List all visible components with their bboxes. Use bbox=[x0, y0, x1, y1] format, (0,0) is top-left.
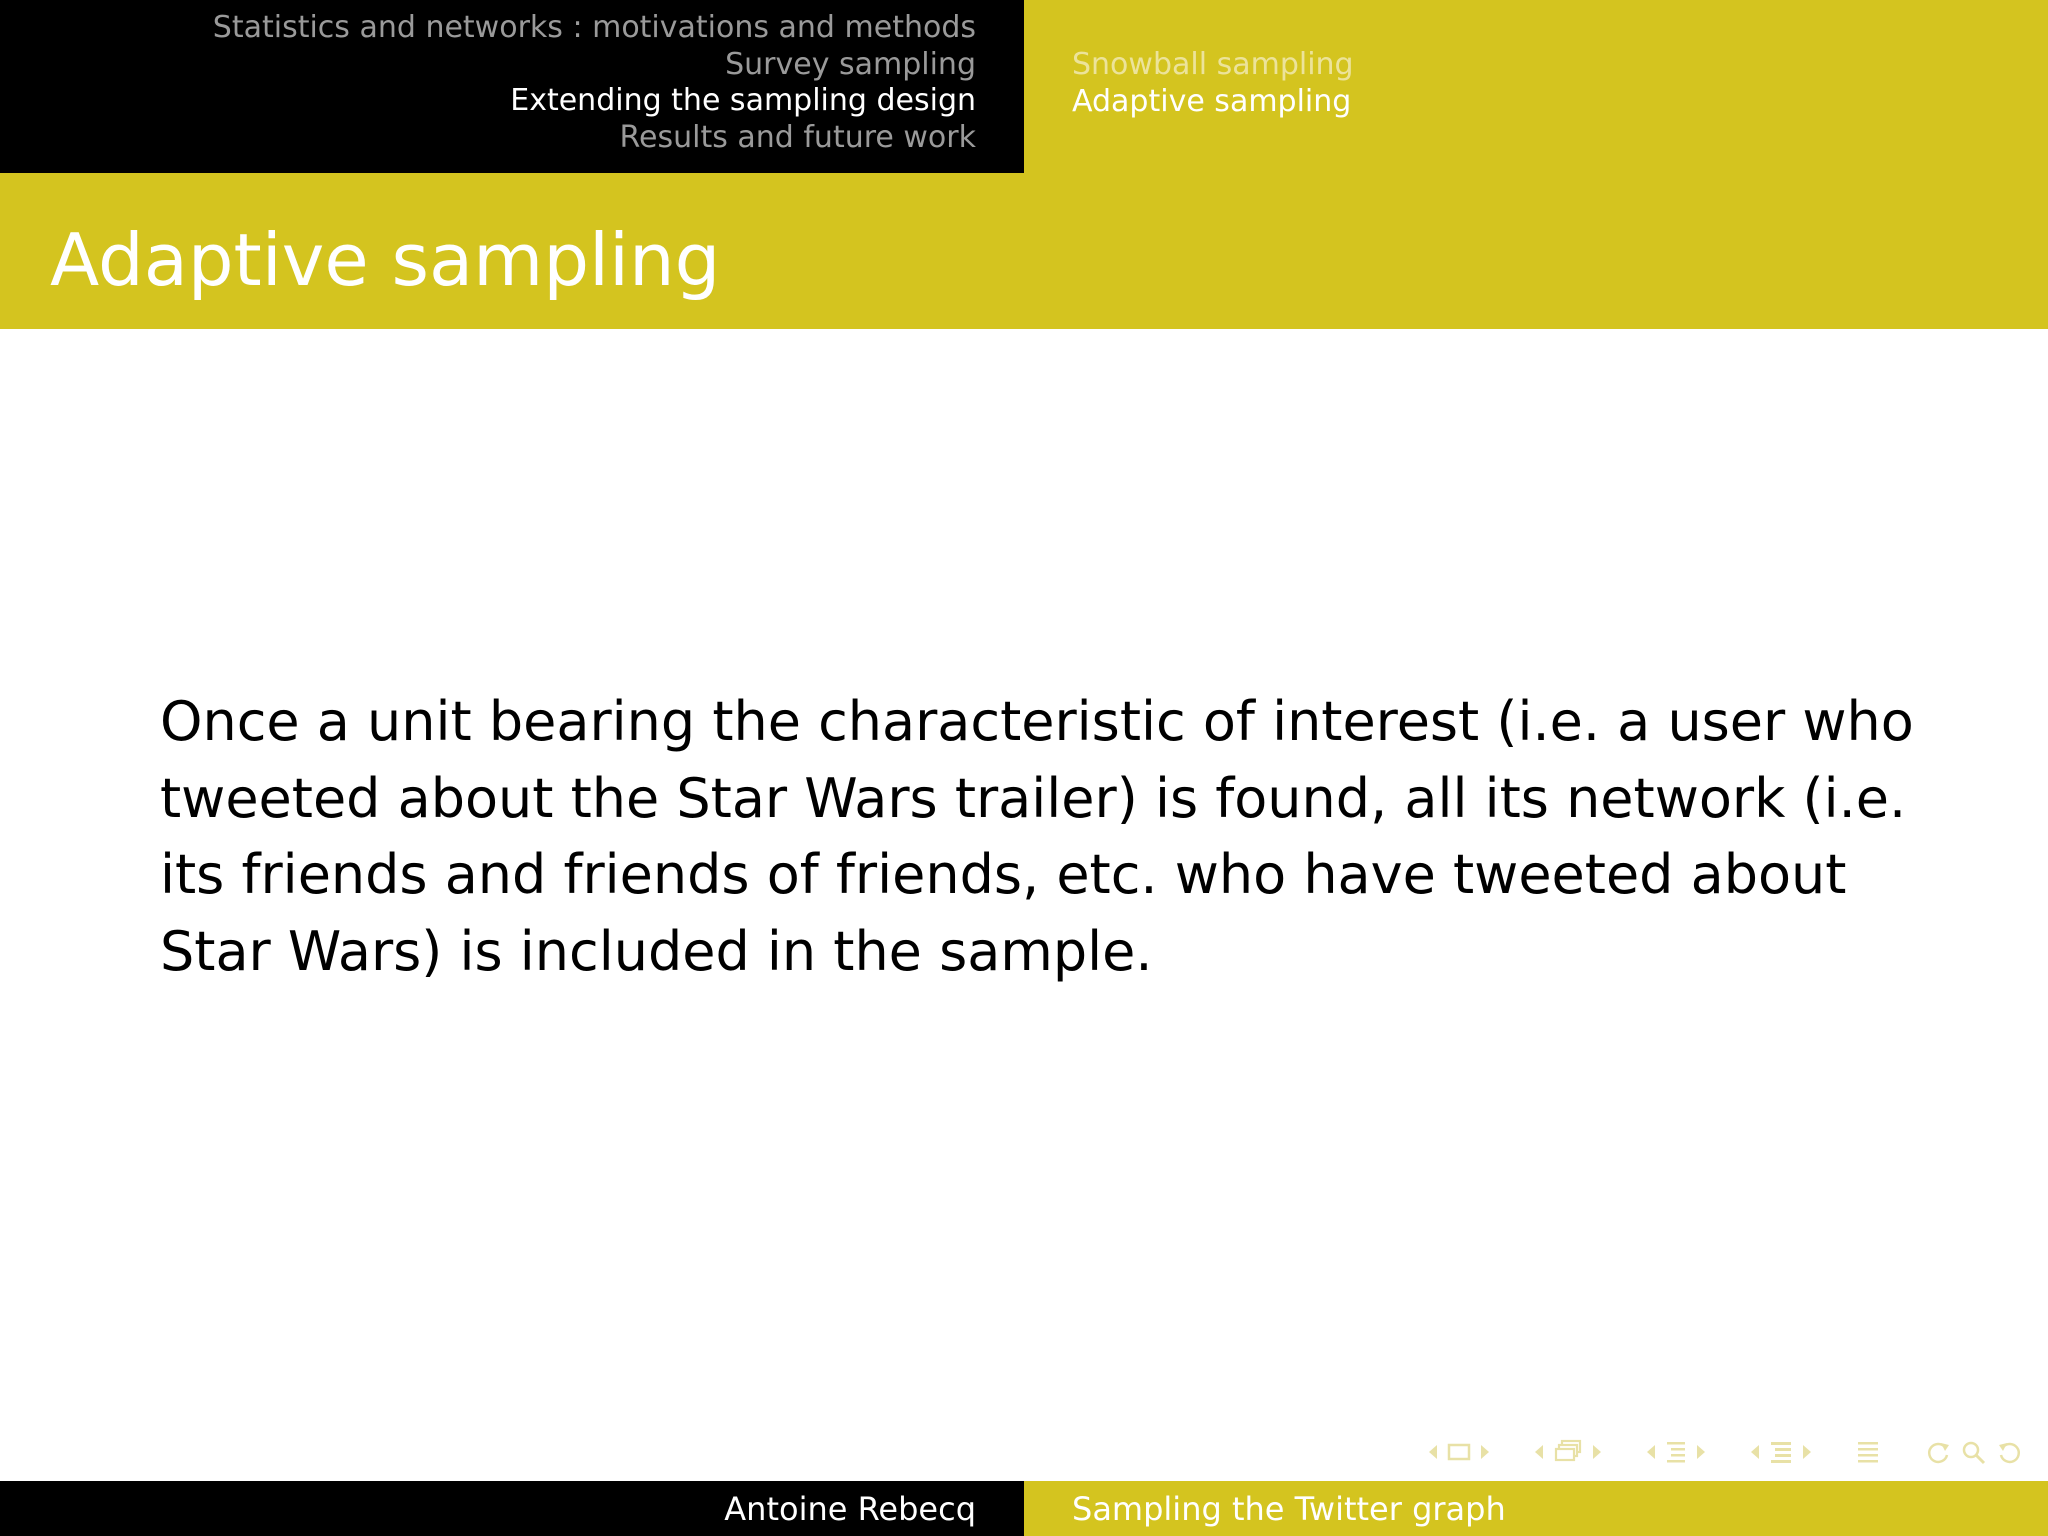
next-appendix-arrow-icon[interactable] bbox=[1801, 1442, 1813, 1462]
prev-frame-arrow-icon[interactable] bbox=[1427, 1442, 1439, 1462]
subsection-link-adaptive-sampling[interactable]: Adaptive sampling bbox=[1072, 83, 1352, 119]
navigation-symbols bbox=[1424, 1432, 2028, 1472]
search-nav-group bbox=[1920, 1439, 2028, 1465]
section-link-extending-sampling-design[interactable]: Extending the sampling design bbox=[510, 83, 976, 118]
footline-author-panel bbox=[0, 1481, 1024, 1536]
frame-body-text: Once a unit bearing the characteristic of interest (i.e. a user who tweeted about the Star Wars trailer) is found, all its network (i.e. its friends and friends of friends, etc. who have tweeted about Star Wars) is included in the sample. bbox=[160, 690, 1914, 983]
next-subsection-arrow-icon[interactable] bbox=[1591, 1442, 1603, 1462]
appendix-nav-group bbox=[1746, 1439, 1816, 1465]
section-link-results-and-future-work[interactable]: Results and future work bbox=[619, 119, 976, 155]
frame-nav-group bbox=[1424, 1441, 1494, 1463]
section-nav-group bbox=[1642, 1439, 1710, 1465]
frame-title-bar bbox=[0, 173, 2048, 329]
back-search-icon[interactable] bbox=[1923, 1439, 1953, 1465]
appendix-nav-icon[interactable] bbox=[1767, 1439, 1795, 1465]
frame-nav-icon[interactable] bbox=[1445, 1441, 1473, 1463]
document-nav-icon[interactable] bbox=[1855, 1439, 1881, 1465]
document-nav-group bbox=[1852, 1439, 1884, 1465]
search-icon[interactable] bbox=[1959, 1439, 1989, 1465]
section-link-survey-sampling[interactable]: Survey sampling bbox=[725, 46, 976, 82]
prev-section-arrow-icon[interactable] bbox=[1645, 1442, 1657, 1462]
frame-title: Adaptive sampling bbox=[50, 218, 721, 302]
next-frame-arrow-icon[interactable] bbox=[1479, 1442, 1491, 1462]
footer-author: Antoine Rebecq bbox=[724, 1490, 976, 1528]
footline-title-panel bbox=[1024, 1481, 2048, 1536]
footline-bar bbox=[0, 1481, 2048, 1536]
headline-bar bbox=[0, 0, 2048, 173]
headline-subsections-panel bbox=[1024, 0, 2048, 173]
subsection-nav-group bbox=[1530, 1439, 1606, 1465]
subsection-link-snowball-sampling[interactable]: Snowball sampling bbox=[1072, 47, 1354, 82]
section-nav-icon[interactable] bbox=[1663, 1439, 1689, 1465]
headline-sections-panel bbox=[0, 0, 1024, 173]
forward-search-icon[interactable] bbox=[1995, 1439, 2025, 1465]
subsection-list bbox=[1072, 47, 1354, 120]
section-list bbox=[213, 10, 976, 156]
subsection-nav-icon[interactable] bbox=[1551, 1439, 1585, 1465]
prev-appendix-arrow-icon[interactable] bbox=[1749, 1442, 1761, 1462]
section-link-statistics-and-networks[interactable]: Statistics and networks : motivations and methods bbox=[212, 10, 976, 45]
prev-subsection-arrow-icon[interactable] bbox=[1533, 1442, 1545, 1462]
next-section-arrow-icon[interactable] bbox=[1695, 1442, 1707, 1462]
footer-presentation-title: Sampling the Twitter graph bbox=[1072, 1490, 1506, 1528]
